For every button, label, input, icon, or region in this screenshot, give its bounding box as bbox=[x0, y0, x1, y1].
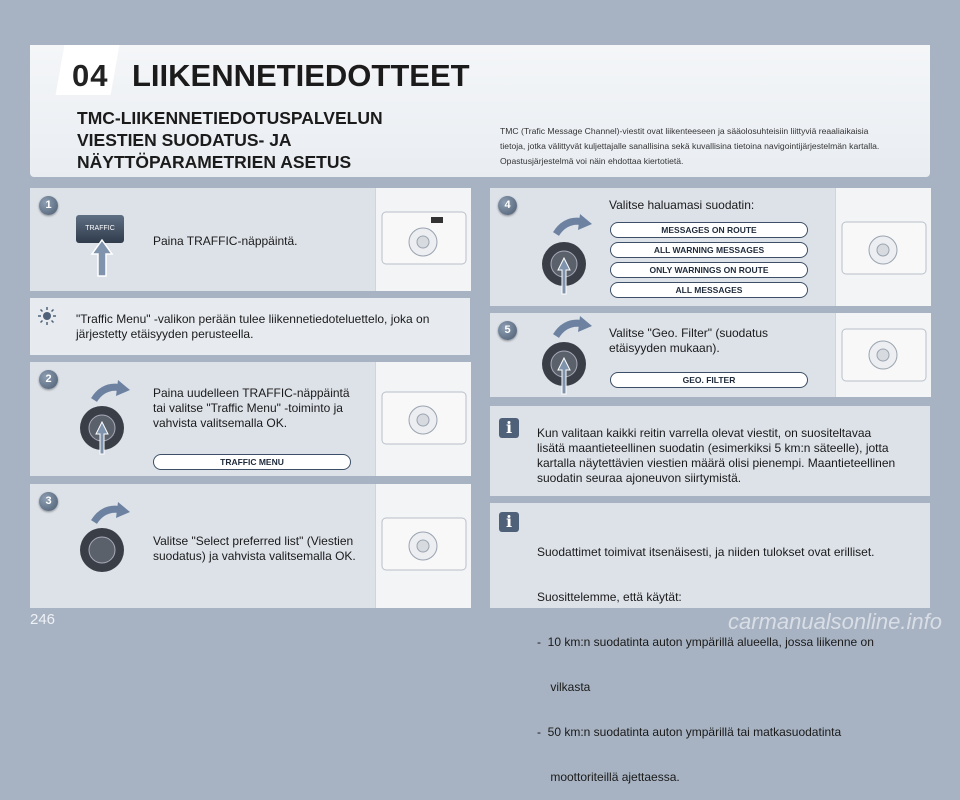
radio-unit-illustration bbox=[375, 188, 471, 291]
tip-text: "Traffic Menu" -valikon perään tulee liikennetiedoteluettelo, joka on järjestetty etäisyyden perusteella. bbox=[76, 312, 430, 341]
watermark: carmanualsonline.info bbox=[727, 609, 942, 634]
info-icon: i bbox=[499, 512, 519, 532]
info-icon: i bbox=[499, 418, 519, 438]
step-4-text: Valitse haluamasi suodatin: bbox=[609, 198, 755, 212]
traffic-menu-option[interactable]: TRAFFIC MENU bbox=[153, 454, 351, 470]
step-1-badge: 1 bbox=[39, 196, 58, 215]
section-intro: TMC (Trafic Message Channel)-viestit ovat liikenteeseen ja sääolosuhteisiin liittyviä reaaliaikaisia tietoja, jotka välittyvät kuljettajalle sanallisina sekä kuvallisina tietoina navigointijärjestelmän kartalla. Opastusjärjestelmä voi näin ehdottaa kiertotietä. bbox=[500, 126, 880, 166]
filter-option-messages-on-route[interactable]: MESSAGES ON ROUTE bbox=[610, 222, 808, 238]
radio-unit-icon bbox=[376, 362, 471, 476]
filter-option-all-warning-messages[interactable]: ALL WARNING MESSAGES bbox=[610, 242, 808, 258]
radio-unit-illustration bbox=[375, 484, 471, 608]
geo-filter-option[interactable]: GEO. FILTER bbox=[610, 372, 808, 388]
step-5-badge: 5 bbox=[498, 321, 517, 340]
radio-unit-illustration bbox=[375, 362, 471, 476]
radio-unit-icon bbox=[836, 188, 931, 306]
radio-unit-icon bbox=[376, 188, 471, 291]
traffic-button-icon: TRAFFIC bbox=[76, 215, 124, 243]
rotary-knob-icon bbox=[74, 500, 134, 580]
rotary-knob-icon bbox=[536, 212, 596, 298]
info-2-text: Suodattimet toimivat itsenäisesti, ja niiden tulokset ovat erilliset. Suosittelemme, että käytät: - 10 km:n suodatinta auton ympärillä alueella, jossa liikenne on vilkasta - 50 km:n suodatinta auton ympärillä tai matkasuodatinta moottoriteillä ajettaessa. bbox=[537, 545, 875, 784]
arrow-icon bbox=[90, 238, 114, 278]
info-1-text: Kun valitaan kaikki reitin varrella olevat viestit, on suositeltavaa lisätä maantieteellinen suodatin (esimerkiksi 5 km:n säteelle), jotta kartalla näytettävien viestien määrä olisi pienempi. Maantieteellinen suodatin seuraa ajoneuvon siirtymistä. bbox=[537, 426, 896, 485]
rotary-knob-icon bbox=[536, 314, 596, 396]
step-5-text: Valitse "Geo. Filter" (suodatus etäisyyden mukaan). bbox=[609, 326, 769, 355]
lightbulb-icon bbox=[37, 306, 57, 326]
step-2-badge: 2 bbox=[39, 370, 58, 389]
rotary-knob-icon bbox=[74, 378, 134, 458]
filter-option-all-messages[interactable]: ALL MESSAGES bbox=[610, 282, 808, 298]
radio-unit-icon bbox=[836, 313, 931, 397]
page-number: 246 bbox=[30, 611, 56, 628]
chapter-number: 04 bbox=[72, 58, 109, 93]
step-1-text: Paina TRAFFIC-näppäintä. bbox=[153, 234, 298, 248]
radio-unit-icon bbox=[376, 484, 471, 608]
section-title: TMC-LIIKENNETIEDOTUSPALVELUN VIESTIEN SUODATUS- JA NÄYTTÖPARAMETRIEN ASETUS bbox=[77, 108, 383, 172]
radio-unit-illustration bbox=[835, 313, 931, 397]
step-3-badge: 3 bbox=[39, 492, 58, 511]
radio-unit-illustration bbox=[835, 188, 931, 306]
filter-option-only-warnings-on-route[interactable]: ONLY WARNINGS ON ROUTE bbox=[610, 262, 808, 278]
step-4-badge: 4 bbox=[498, 196, 517, 215]
step-3-text: Valitse "Select preferred list" (Viestien suodatus) ja vahvista valitsemalla OK. bbox=[153, 534, 356, 563]
chapter-title: LIIKENNETIEDOTTEET bbox=[132, 58, 470, 93]
step-2-text: Paina uudelleen TRAFFIC-näppäintä tai valitse "Traffic Menu" -toiminto ja vahvista valitsemalla OK. bbox=[153, 386, 350, 430]
